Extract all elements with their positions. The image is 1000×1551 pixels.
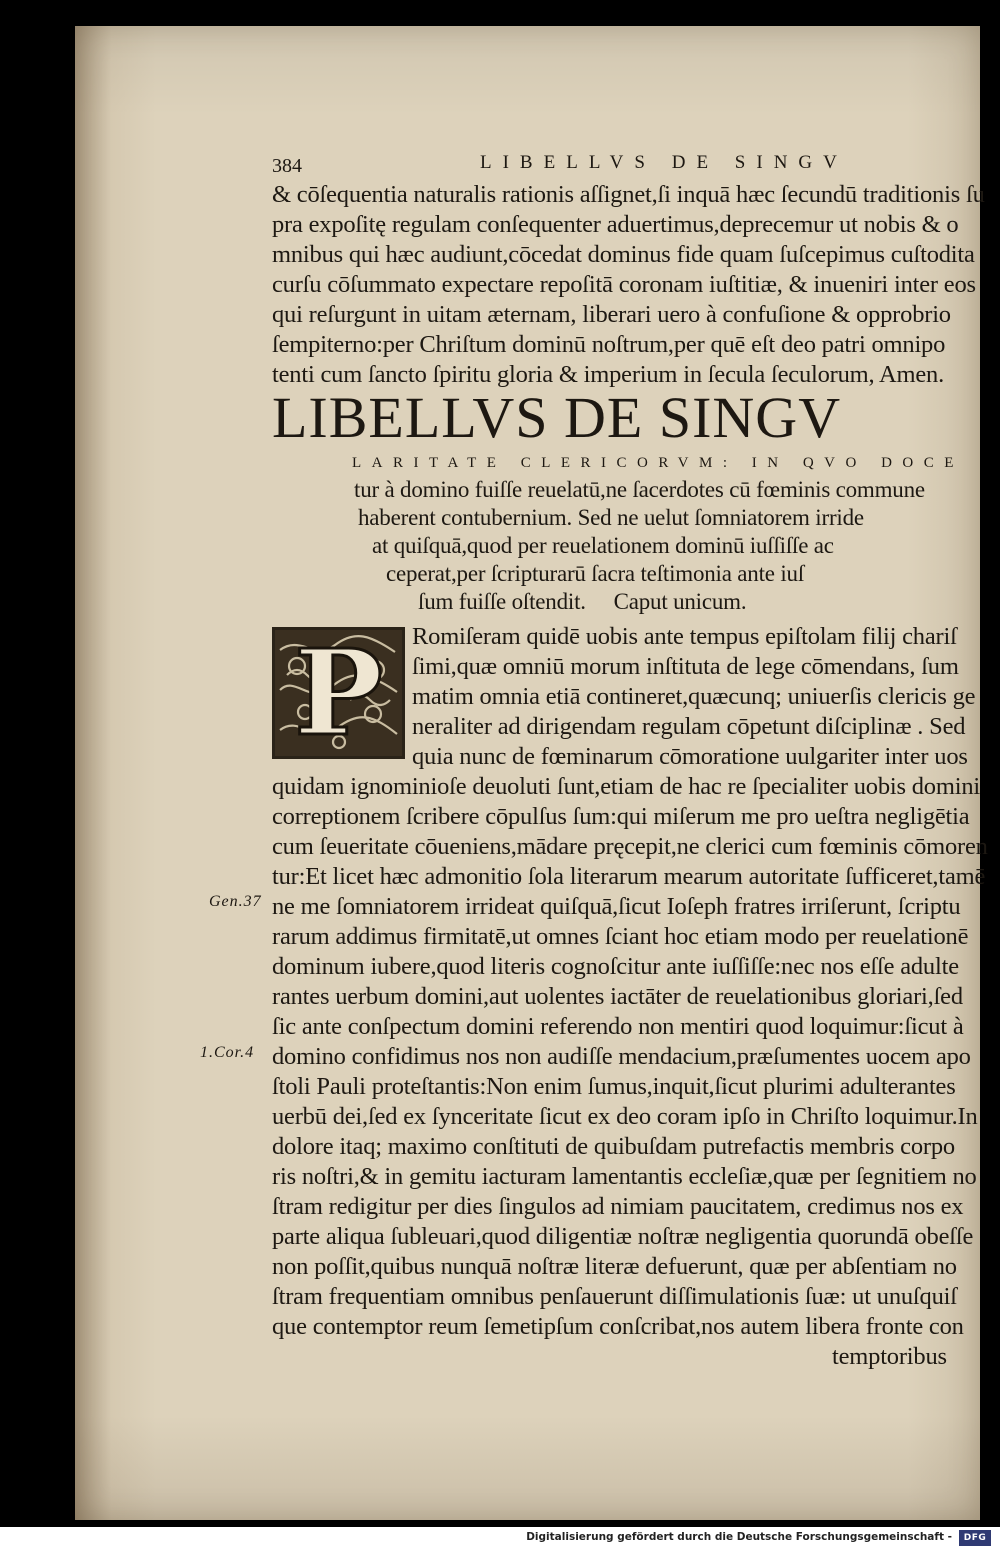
- footer-credit: Digitalisierung gefördert durch die Deutsche Forschungsgemeinschaft -: [526, 1531, 952, 1543]
- text-line: matim omnia etiā contineret,quæcunq; uniuerſis clericis ge: [412, 683, 976, 710]
- chapter-subtitle-line: tur à domino fuiſſe reuelatū,ne ſacerdotes cū fœminis commune: [354, 477, 925, 502]
- text-line: dolore itaq; maximo conſtituti de quibuſdam putrefactis membris corpo: [272, 1133, 955, 1160]
- text-line: curſu cōſummato expectare repoſitā coronam iuſtitiæ, & inueniri inter eos: [272, 271, 976, 298]
- text-line: ſtram redigitur per dies ſingulos ad nimiam paucitatem, credimus nos ex: [272, 1193, 964, 1220]
- text-line: Romiſeram quidē uobis ante tempus epiſtolam filij chariſ: [412, 623, 957, 650]
- text-line: quia nunc de fœminarum cōmoratione uulgariter inter uos: [412, 743, 968, 770]
- text-line: tur:Et licet hæc admonitio ſola literarum mearum autoritate ſufficeret,tamē: [272, 863, 986, 890]
- text-line: ſtoli Pauli proteſtantis:Non enim ſumus,inquit,ſicut plurimi adulterantes: [272, 1073, 956, 1100]
- text-line: ſtram frequentiam omnibus penſauerunt diſſimulationis ſuæ: ut unuſquiſ: [272, 1283, 957, 1310]
- catchword: temptoribus: [832, 1343, 947, 1370]
- chapter-subtitle-line: at quiſquā,quod per reuelationem dominū iuſſiſſe ac: [372, 533, 834, 558]
- text-line: correptionem ſcribere cōpulſus ſum:qui miſerum me pro ueſtra negligētia: [272, 803, 970, 830]
- text-line: cum ſeueritate cōueniens,mādare pręcepit,ne clerici cum fœminis cōmoren: [272, 833, 988, 860]
- page-number: 384: [272, 155, 302, 177]
- margin-note-cor: 1.Cor.4: [200, 1044, 255, 1061]
- text-line: & cōſequentia naturalis rationis aſſignet,ſi inquā hæc ſecundū traditionis ſu: [272, 181, 985, 208]
- dfg-logo: DFG: [959, 1530, 991, 1546]
- text-line: domino confidimus nos non audiſſe mendacium,præſumentes uocem apo: [272, 1043, 971, 1070]
- text-line: neraliter ad dirigendam regulam cōpetunt diſciplinæ . Sed: [412, 713, 966, 740]
- margin-note-gen: Gen.37: [209, 893, 262, 910]
- text-line: rantes uerbum domini,aut uolentes iactāter de reuelationibus gloriari,ſed: [272, 983, 963, 1010]
- decorated-initial: [272, 627, 405, 759]
- text-line: dominum iubere,quod literis cognoſcitur ante iuſſiſſe:nec nos eſſe adulte: [272, 953, 959, 980]
- text-line: ſic ante conſpectum domini referendo non mentiri quod loquimur:ſicut à: [272, 1013, 964, 1040]
- text-line: pra expoſitę regulam conſequenter aduertimus,deprecemur ut nobis & o: [272, 211, 959, 238]
- text-line: que contemptor reum ſemetipſum conſcribat,nos autem libera fronte con: [272, 1313, 964, 1340]
- text-line: tenti cum ſancto ſpiritu gloria & imperium in ſecula ſeculorum, Amen.: [272, 361, 945, 388]
- initial-letter: P: [294, 627, 383, 759]
- text-line: non poſſit,quibus nunquā noſtræ literæ defuerunt, quæ per abſentiam no: [272, 1253, 957, 1280]
- text-line: parte aliqua ſubleuari,quod diligentiæ noſtræ negligentia quorundā obeſſe: [272, 1223, 974, 1250]
- chapter-subtitle-line: ſum fuiſſe oſtendit. Caput unicum.: [418, 589, 747, 614]
- chapter-subtitle-line: haberent contubernium. Sed ne uelut ſomniatorem irride: [358, 505, 864, 530]
- text-line: quidam ignominioſe deuoluti ſunt,etiam de hac re ſpecialiter uobis domini: [272, 773, 980, 800]
- text-line: mnibus qui hæc audiunt,cōcedat dominus fide quam ſuſcepimus cuſtodita: [272, 241, 975, 268]
- chapter-subtitle-spaced: LARITATE CLERICORVM: IN QVO DOCE: [352, 455, 964, 471]
- chapter-subtitle-line: ceperat,per ſcripturarū ſacra teſtimonia ante iuſ: [386, 561, 805, 586]
- text-line: ſempiterno:per Chriſtum dominū noſtrum,per quē eſt deo patri omnipo: [272, 331, 946, 358]
- text-line: rarum addimus firmitatē,ut omnes ſciant hoc etiam modo per reuelationē: [272, 923, 969, 950]
- running-head: LIBELLVS DE SINGV: [480, 152, 848, 173]
- text-line: ris noſtri,& in gemitu iacturam lamentantis eccleſiæ,quæ per ſegnitiem no: [272, 1163, 977, 1190]
- text-line: uerbū dei,ſed ex ſynceritate ſicut ex deo coram ipſo in Chriſto loquimur.In: [272, 1103, 978, 1130]
- text-line: qui reſurgunt in uitam æternam, liberari uero à confuſione & opprobrio: [272, 301, 951, 328]
- text-line: ſimi,quæ omniū morum inſtituta de lege cōmendans, ſum: [412, 653, 959, 680]
- text-line: ne me ſomniatorem irrideat quiſquā,ſicut Ioſeph fratres irriſerunt, ſcriptu: [272, 893, 961, 920]
- chapter-title: LIBELLVS DE SINGV: [272, 385, 842, 450]
